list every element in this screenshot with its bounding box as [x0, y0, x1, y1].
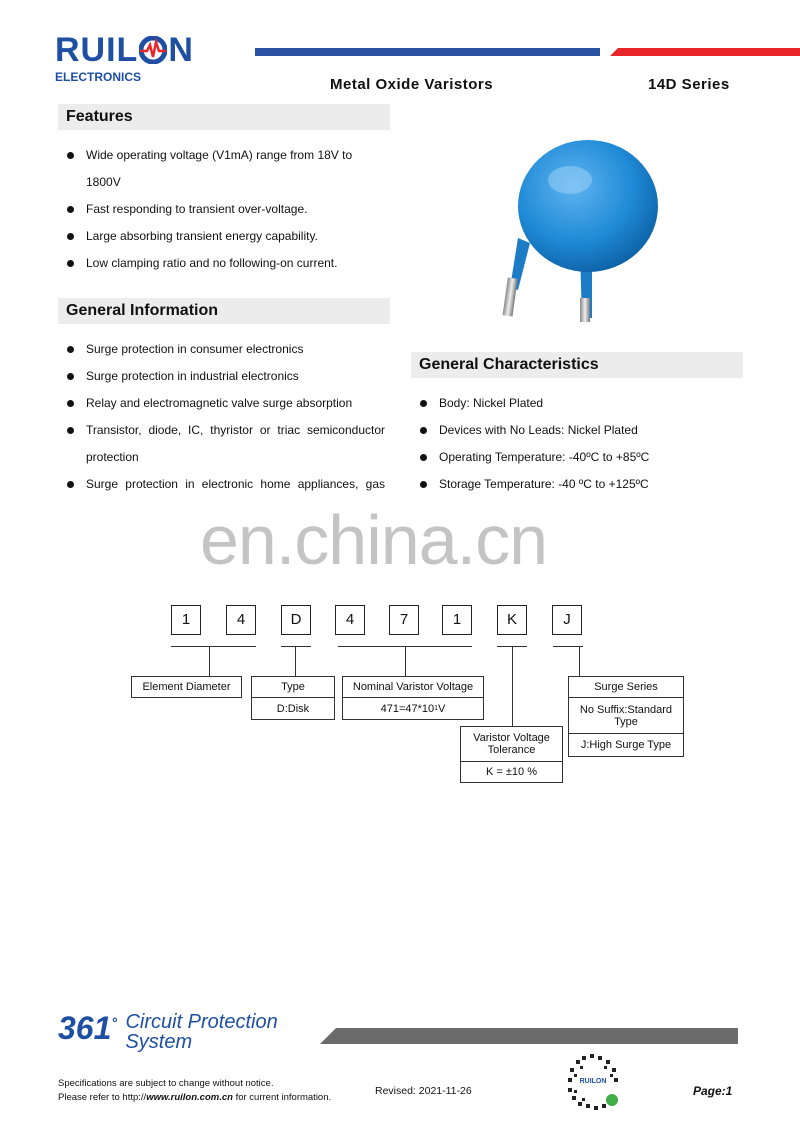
notice-line2 — [58, 1091, 331, 1105]
list-item: Low clamping ratio and no following-on current. — [65, 250, 365, 277]
list-item-continued: protection — [86, 450, 139, 464]
connector-line — [209, 646, 210, 676]
part-digit-box: K — [497, 605, 527, 635]
nominal-voltage-box — [342, 676, 484, 720]
general-characteristics-heading: General Characteristics — [411, 352, 743, 378]
page-number: Page:1 — [693, 1084, 733, 1098]
part-digit-box: 7 — [389, 605, 419, 635]
connector-line — [579, 646, 580, 676]
logo-text: RUIL — [55, 31, 139, 69]
element-diameter-label: Element Diameter — [142, 681, 231, 693]
revised-date: Revised: 2021-11-26 — [375, 1085, 472, 1097]
list-item: Devices with No Leads: Nickel Plated — [418, 417, 738, 444]
website-link[interactable]: www.ruilon.com.cn — [146, 1092, 233, 1103]
list-item-continued: 1800V — [86, 175, 121, 189]
connector-line — [281, 646, 311, 647]
notice-prefix: Please refer to http:// — [58, 1092, 147, 1103]
connector-line — [512, 646, 513, 726]
series-title: 14D Series — [648, 76, 730, 93]
list-item: Surge protection in industrial electronics — [65, 363, 385, 390]
surge-series-header: Surge Series — [569, 677, 683, 698]
circuit-protection-logo — [58, 1010, 278, 1052]
list-item: Fast responding to transient over-voltage. — [65, 196, 365, 223]
logo-line1: Circuit Protection — [125, 1011, 278, 1033]
connector-line — [405, 646, 406, 676]
watermark: en.china.cn — [200, 501, 548, 579]
surge-series-standard: No Suffix:Standard Type — [569, 698, 683, 734]
nominal-voltage-value — [343, 698, 483, 719]
list-item: Large absorbing transient energy capability. — [65, 223, 365, 250]
notice-line1: Specifications are subject to change without notice. — [58, 1078, 274, 1089]
tolerance-box — [460, 726, 563, 783]
notice-suffix: for current information. — [232, 1092, 332, 1103]
product-title: Metal Oxide Varistors — [330, 76, 494, 93]
tolerance-value: K = ±10 % — [486, 766, 537, 778]
surge-series-box — [568, 676, 684, 757]
logo-subtitle: ELECTRONICS — [55, 70, 142, 84]
part-digit-box: 1 — [171, 605, 201, 635]
type-box — [251, 676, 335, 720]
list-item: Surge protection in consumer electronics — [65, 336, 385, 363]
list-item: Body: Nickel Plated — [418, 390, 738, 417]
type-header: Type — [252, 677, 334, 698]
general-characteristics-list — [418, 390, 738, 498]
general-information-list — [65, 336, 385, 498]
part-digit-box: D — [281, 605, 311, 635]
header-bar-red — [610, 48, 800, 56]
ruilon-logo — [55, 33, 194, 84]
connector-line — [171, 646, 256, 647]
logo-361: 361 — [58, 1010, 112, 1046]
part-digit-box: 1 — [442, 605, 472, 635]
logo-text-end: N — [168, 31, 194, 69]
tolerance-header: Varistor Voltage Tolerance — [461, 727, 562, 762]
list-item: Storage Temperature: -40 ºC to +125ºC — [418, 471, 738, 498]
nominal-voltage-unit: V — [438, 702, 446, 715]
nominal-voltage-base: 471=47*10 — [380, 702, 435, 715]
list-item: Transistor, diode, IC, thyristor or triac semiconductor — [65, 417, 385, 444]
logo-degree: ° — [111, 1014, 117, 1031]
features-list — [65, 142, 365, 277]
logo-heartbeat-icon — [139, 36, 167, 64]
list-item: Surge protection in electronic home appliances, gas — [65, 471, 385, 498]
type-value: D:Disk — [276, 702, 310, 715]
part-digit-box: 4 — [335, 605, 365, 635]
nominal-voltage-exponent: 1 — [434, 705, 439, 712]
logo-line2: System — [125, 1031, 193, 1053]
varistor-image — [490, 128, 670, 328]
nominal-voltage-header: Nominal Varistor Voltage — [343, 677, 483, 698]
svg-text:RUILON: RUILON — [579, 1078, 607, 1085]
general-information-heading: General Information — [58, 298, 390, 324]
part-digit-box: J — [552, 605, 582, 635]
list-item: Operating Temperature: -40ºC to +85ºC — [418, 444, 738, 471]
surge-series-high: J:High Surge Type — [580, 739, 672, 751]
connector-line — [295, 646, 296, 676]
part-digit-box: 4 — [226, 605, 256, 635]
features-heading: Features — [58, 104, 390, 130]
header-bar-blue — [255, 48, 600, 56]
list-item: Wide operating voltage (V1mA) range from 18V to — [65, 142, 365, 169]
qr-code-icon — [560, 1048, 626, 1114]
element-diameter-box — [131, 676, 242, 698]
footer-bar — [320, 1028, 738, 1044]
list-item: Relay and electromagnetic valve surge absorption — [65, 390, 385, 417]
footer-notice — [58, 1077, 331, 1105]
